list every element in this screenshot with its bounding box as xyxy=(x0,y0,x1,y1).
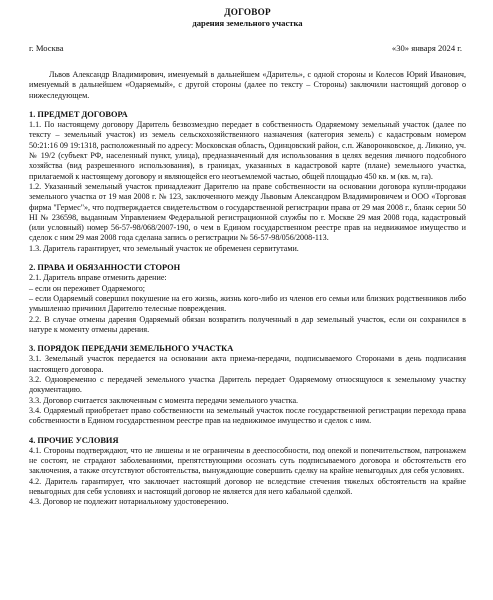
paragraph: 1.2. Указанный земельный участок принадлежит Дарителю на праве собственности на основании договора купли-продажи земельного участка от 19 мая 2008 г. № 123, заключенного между Львовым Александром Владимировичем и ООО «Торговая фирма "Гермес"», что подтверждается свидетельством о государственной регистрации права от 29 мая 2008 г., бланк серии 50 НІ № 236598, выданным Управлением Федеральной регистрационной службы по г. Москве 29 мая 2008 года, кадастровый (или условный) номер 56-57-98/068/2007-190, о чем в Едином государственном реестре прав на недвижимое имущество и сделок с ним 29 мая 2008 года сделана запись о регистрации № 56-57-98/056/2008-113. xyxy=(29,181,466,243)
section-heading: 4. ПРОЧИЕ УСЛОВИЯ xyxy=(29,435,119,445)
section-heading: 1. ПРЕДМЕТ ДОГОВОРА xyxy=(29,109,128,119)
paragraph: 3.4. Одаряемый приобретает право собственности на земельный участок после государственной регистрации перехода права собственности в Едином государственном реестре прав на недвижимое имущество и сделок с ним. xyxy=(29,405,466,426)
section-heading: 2. ПРАВА И ОБЯЗАННОСТИ СТОРОН xyxy=(29,263,181,273)
document-subtitle: дарения земельного участка xyxy=(192,18,303,28)
city: г. Москва xyxy=(29,43,64,53)
paragraph: 4.2. Даритель гарантирует, что заключает настоящий договор не вследствие стечения тяжелых обстоятельств на крайне невыгодных для себя условиях и настоящий договор не является для него кабальной сделкой. xyxy=(29,476,466,496)
paragraph: 1.1. По настоящему договору Даритель безвозмездно передает в собственность Одаряемому земельный участок (далее по тексту – земельный участок) из земель сельскохозяйственного назначения (категория земель) с кадастровым номером 50:21:16 09 19:1318, расположенный по адресу: Московская область, Одинцовский район, с.п. Жаворонковское, д. Ликино, уч. № 19/2 (субъект РФ, населенный пункт, улица), предназначенный для использования в целях ведения личного подсобного хозяйства (вид разрешенного использования), в границах, указанных в кадастровой карте (плане) земельного участка, прилагаемой к настоящему договору и являющейся его неотъемлемой частью, общей площадью 450 кв. м (кв. м, га). xyxy=(29,120,466,181)
paragraph: 4.1. Стороны подтверждают, что не лишены и не ограничены в дееспособности, под опекой и попечительством, патронажем не состоят, не страдают заболеваниями, препятствующими осознать суть подписываемого договора и обстоятельств его заключения, а также отсутствуют обстоятельства, вынуждающие совершить сделку на крайне невыгодных для себя условиях. xyxy=(29,445,466,476)
paragraph: 1.3. Даритель гарантирует, что земельный участок не обременен сервитутами. xyxy=(29,243,299,253)
paragraph: 3.3. Договор считается заключенным с момента передачи земельного участка. xyxy=(29,395,299,405)
paragraph: 3.2. Одновременно с передачей земельного участка Даритель передает Одаряемому относящуюся к земельному участку документацию. xyxy=(29,375,466,395)
paragraph: 4.3. Договор не подлежит нотариальному удостоверению. xyxy=(29,497,229,507)
document-title: ДОГОВОР xyxy=(224,7,271,17)
paragraph: 2.2. В случае отмены дарения Одаряемый обязан возвратить полученный в дар земельный участок, если он сохранился в натуре к моменту отмены дарения. xyxy=(29,314,466,334)
paragraph: 2.1. Даритель вправе отменить дарение: xyxy=(29,273,167,283)
paragraph: – если он переживет Одаряемого; xyxy=(29,283,146,293)
document-date: «30» января 2024 г. xyxy=(391,43,462,53)
place-date-row xyxy=(29,43,466,54)
paragraph: – если Одаряемый совершил покушение на его жизнь, жизнь кого-либо из членов его семьи или близких родственников либо умышленно причинил Дарителю телесные повреждения. xyxy=(29,293,466,314)
paragraph: 3.1. Земельный участок передается на основании акта приема-передачи, подписываемого Сторонами в день подписания настоящего договора. xyxy=(29,354,466,374)
section-heading: 3. ПОРЯДОК ПЕРЕДАЧИ ЗЕМЕЛЬНОГО УЧАСТКА xyxy=(29,344,234,354)
intro-paragraph: Львов Александр Владимирович, именуемый в дальнейшем «Даритель», с одной стороны и Колесов Юрий Иванович, именуемый в дальнейшем «Одаряемый», с другой стороны (далее по тексту – Стороны) заключили настоящий договор о нижеследующем. xyxy=(29,70,466,100)
